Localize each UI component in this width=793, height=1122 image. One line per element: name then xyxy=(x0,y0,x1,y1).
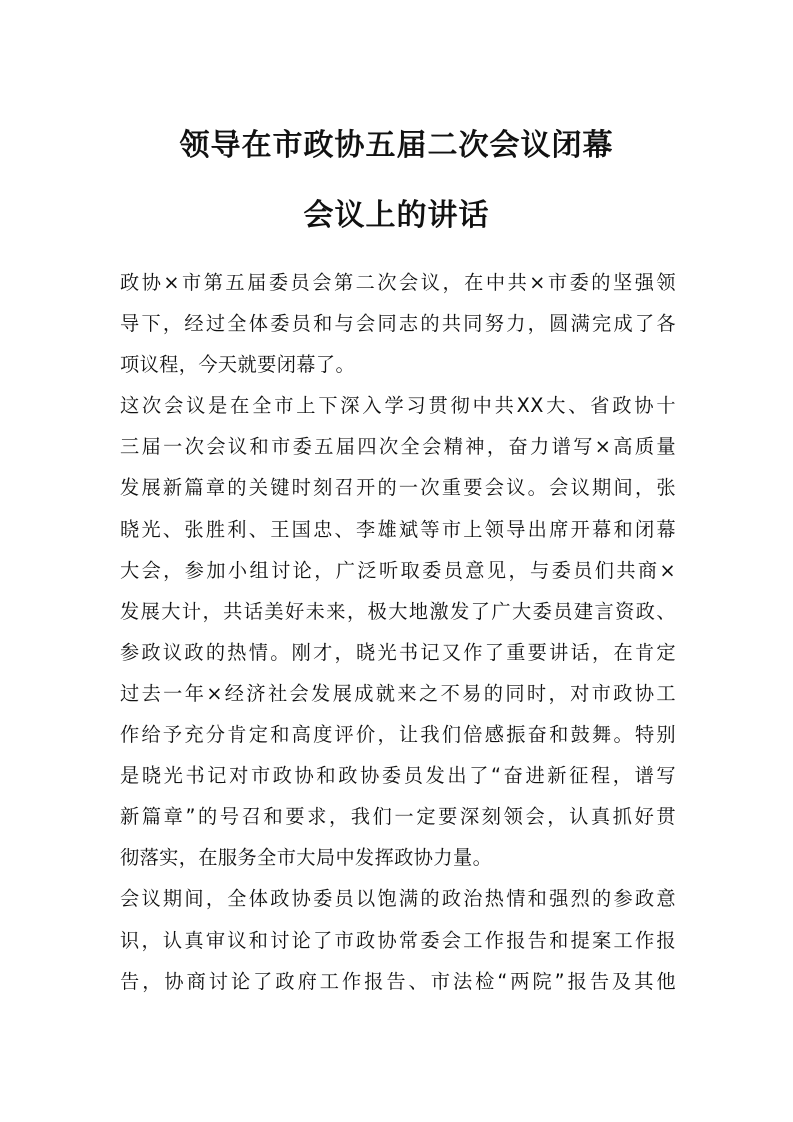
paragraph-2 xyxy=(120,385,676,878)
text-line: 晓光、张胜利、王国忠、李雄斌等市上领导出席开幕和闭幕 xyxy=(120,517,676,541)
text-line: 参政议政的热情。刚才，晓光书记又作了重要讲话，在肯定 xyxy=(120,640,676,664)
text-line: 告，协商讨论了政府工作报告、市法检“两院”报告及其他 xyxy=(120,969,676,993)
text-line: 政协×市第五届委员会第二次会议，在中共×市委的坚强领 xyxy=(120,271,676,294)
document-body xyxy=(120,262,676,1002)
text-line: 发展大计，共话美好未来，极大地激发了广大委员建言资政、 xyxy=(120,599,676,623)
text-line: 是晓光书记对市政协和政协委员发出了“奋进新征程，谱写 xyxy=(120,764,676,788)
text-line: 新篇章”的号召和要求，我们一定要深刻领会，认真抓好贯 xyxy=(120,805,676,829)
text-line: 三届一次会议和市委五届四次全会精神，奋力谱写×高质量 xyxy=(120,435,676,459)
document-title-line-2: 会议上的讲话 xyxy=(303,198,490,233)
text-line: 大会，参加小组讨论，广泛听取委员意见，与委员们共商× xyxy=(120,558,676,582)
text-line: 彻落实，在服务全市大局中发挥政协力量。 xyxy=(120,846,493,870)
text-line: 这次会议是在全市上下深入学习贯彻中共XX大、省政协十 xyxy=(120,394,676,418)
paragraph-1 xyxy=(120,262,676,385)
text-line: 会议期间，全体政协委员以饱满的政治热情和强烈的参政意 xyxy=(120,887,676,911)
text-line: 项议程，今天就要闭幕了。 xyxy=(120,353,356,377)
text-line: 发展新篇章的关键时刻召开的一次重要会议。会议期间，张 xyxy=(120,476,676,500)
text-line: 识，认真审议和讨论了市政协常委会工作报告和提案工作报 xyxy=(120,928,676,952)
paragraph-3 xyxy=(120,878,676,1001)
text-line: 过去一年×经济社会发展成就来之不易的同时，对市政协工 xyxy=(120,681,676,705)
document-title-line-1: 领导在市政协五届二次会议闭幕 xyxy=(179,128,614,163)
text-line: 作给予充分肯定和高度评价，让我们倍感振奋和鼓舞。特别 xyxy=(120,723,676,747)
text-line: 导下，经过全体委员和与会同志的共同努力，圆满完成了各 xyxy=(120,312,676,336)
